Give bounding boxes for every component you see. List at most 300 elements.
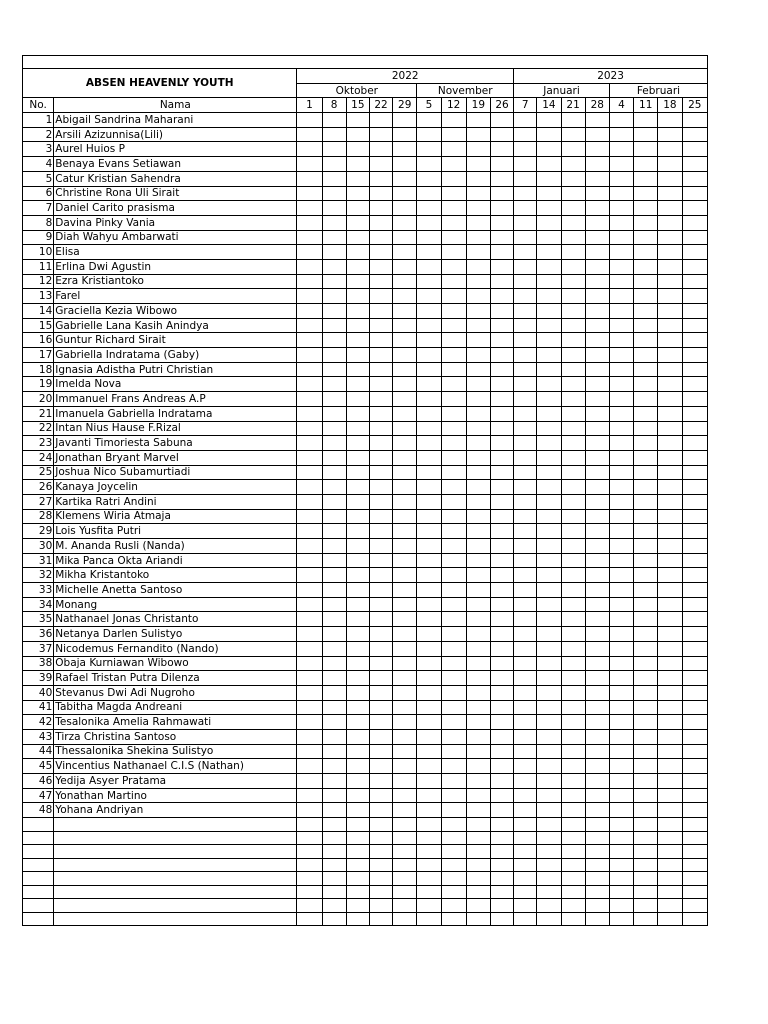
attendance-cell[interactable]: [466, 113, 490, 128]
attendance-cell[interactable]: [393, 524, 417, 539]
attendance-cell[interactable]: [466, 465, 490, 480]
attendance-cell[interactable]: [658, 406, 682, 421]
attendance-cell[interactable]: [585, 230, 609, 245]
empty-cell[interactable]: [585, 858, 609, 872]
attendance-cell[interactable]: [393, 627, 417, 642]
attendance-cell[interactable]: [514, 759, 537, 774]
attendance-cell[interactable]: [297, 641, 322, 656]
empty-cell[interactable]: [561, 845, 585, 859]
attendance-cell[interactable]: [322, 289, 346, 304]
attendance-cell[interactable]: [297, 700, 322, 715]
attendance-cell[interactable]: [585, 568, 609, 583]
attendance-cell[interactable]: [322, 392, 346, 407]
attendance-cell[interactable]: [322, 333, 346, 348]
attendance-cell[interactable]: [561, 715, 585, 730]
attendance-cell[interactable]: [537, 127, 561, 142]
empty-cell[interactable]: [393, 845, 417, 859]
attendance-cell[interactable]: [514, 627, 537, 642]
attendance-cell[interactable]: [585, 318, 609, 333]
attendance-cell[interactable]: [634, 627, 658, 642]
attendance-cell[interactable]: [682, 127, 707, 142]
attendance-cell[interactable]: [682, 641, 707, 656]
attendance-cell[interactable]: [393, 450, 417, 465]
attendance-cell[interactable]: [322, 304, 346, 319]
empty-cell[interactable]: [682, 858, 707, 872]
empty-cell[interactable]: [658, 912, 682, 926]
attendance-cell[interactable]: [441, 304, 466, 319]
attendance-cell[interactable]: [514, 494, 537, 509]
attendance-cell[interactable]: [441, 333, 466, 348]
attendance-cell[interactable]: [585, 612, 609, 627]
empty-cell[interactable]: [466, 831, 490, 845]
attendance-cell[interactable]: [466, 259, 490, 274]
empty-cell[interactable]: [634, 872, 658, 886]
attendance-cell[interactable]: [609, 201, 633, 216]
attendance-cell[interactable]: [346, 729, 369, 744]
attendance-cell[interactable]: [561, 539, 585, 554]
attendance-cell[interactable]: [658, 539, 682, 554]
attendance-cell[interactable]: [466, 553, 490, 568]
attendance-cell[interactable]: [346, 421, 369, 436]
empty-cell[interactable]: [609, 899, 633, 913]
attendance-cell[interactable]: [514, 729, 537, 744]
attendance-cell[interactable]: [369, 715, 392, 730]
attendance-cell[interactable]: [609, 700, 633, 715]
attendance-cell[interactable]: [514, 450, 537, 465]
attendance-cell[interactable]: [490, 465, 513, 480]
attendance-cell[interactable]: [393, 348, 417, 363]
attendance-cell[interactable]: [322, 127, 346, 142]
attendance-cell[interactable]: [441, 230, 466, 245]
empty-cell[interactable]: [297, 858, 322, 872]
attendance-cell[interactable]: [490, 421, 513, 436]
attendance-cell[interactable]: [466, 230, 490, 245]
attendance-cell[interactable]: [634, 127, 658, 142]
attendance-cell[interactable]: [490, 377, 513, 392]
attendance-cell[interactable]: [561, 641, 585, 656]
empty-cell[interactable]: [514, 912, 537, 926]
empty-cell[interactable]: [346, 858, 369, 872]
attendance-cell[interactable]: [514, 230, 537, 245]
attendance-cell[interactable]: [441, 641, 466, 656]
attendance-cell[interactable]: [369, 142, 392, 157]
attendance-cell[interactable]: [417, 671, 441, 686]
attendance-cell[interactable]: [297, 348, 322, 363]
attendance-cell[interactable]: [585, 406, 609, 421]
empty-cell[interactable]: [609, 885, 633, 899]
empty-cell[interactable]: [417, 818, 441, 832]
empty-cell[interactable]: [441, 845, 466, 859]
attendance-cell[interactable]: [441, 759, 466, 774]
empty-cell[interactable]: [466, 899, 490, 913]
attendance-cell[interactable]: [514, 568, 537, 583]
attendance-cell[interactable]: [682, 803, 707, 818]
empty-cell[interactable]: [658, 845, 682, 859]
attendance-cell[interactable]: [441, 465, 466, 480]
attendance-cell[interactable]: [393, 539, 417, 554]
attendance-cell[interactable]: [346, 627, 369, 642]
attendance-cell[interactable]: [441, 392, 466, 407]
attendance-cell[interactable]: [393, 494, 417, 509]
empty-cell[interactable]: [393, 818, 417, 832]
attendance-cell[interactable]: [393, 201, 417, 216]
attendance-cell[interactable]: [369, 597, 392, 612]
attendance-cell[interactable]: [537, 685, 561, 700]
attendance-cell[interactable]: [561, 127, 585, 142]
attendance-cell[interactable]: [490, 171, 513, 186]
attendance-cell[interactable]: [634, 259, 658, 274]
empty-cell[interactable]: [537, 872, 561, 886]
attendance-cell[interactable]: [514, 392, 537, 407]
attendance-cell[interactable]: [322, 362, 346, 377]
attendance-cell[interactable]: [417, 274, 441, 289]
attendance-cell[interactable]: [466, 568, 490, 583]
attendance-cell[interactable]: [658, 788, 682, 803]
empty-cell[interactable]: [609, 818, 633, 832]
attendance-cell[interactable]: [585, 715, 609, 730]
empty-cell[interactable]: [466, 818, 490, 832]
attendance-cell[interactable]: [537, 583, 561, 598]
attendance-cell[interactable]: [585, 113, 609, 128]
attendance-cell[interactable]: [297, 759, 322, 774]
attendance-cell[interactable]: [682, 215, 707, 230]
attendance-cell[interactable]: [561, 583, 585, 598]
attendance-cell[interactable]: [441, 774, 466, 789]
attendance-cell[interactable]: [441, 480, 466, 495]
attendance-cell[interactable]: [417, 744, 441, 759]
attendance-cell[interactable]: [393, 333, 417, 348]
attendance-cell[interactable]: [297, 509, 322, 524]
attendance-cell[interactable]: [490, 480, 513, 495]
attendance-cell[interactable]: [658, 774, 682, 789]
attendance-cell[interactable]: [417, 627, 441, 642]
attendance-cell[interactable]: [466, 421, 490, 436]
attendance-cell[interactable]: [346, 759, 369, 774]
attendance-cell[interactable]: [346, 803, 369, 818]
empty-cell[interactable]: [634, 885, 658, 899]
attendance-cell[interactable]: [682, 406, 707, 421]
attendance-cell[interactable]: [634, 333, 658, 348]
attendance-cell[interactable]: [466, 171, 490, 186]
attendance-cell[interactable]: [682, 612, 707, 627]
attendance-cell[interactable]: [297, 274, 322, 289]
attendance-cell[interactable]: [441, 583, 466, 598]
attendance-cell[interactable]: [417, 318, 441, 333]
attendance-cell[interactable]: [658, 230, 682, 245]
attendance-cell[interactable]: [537, 421, 561, 436]
attendance-cell[interactable]: [634, 318, 658, 333]
attendance-cell[interactable]: [322, 759, 346, 774]
empty-cell[interactable]: [537, 818, 561, 832]
attendance-cell[interactable]: [490, 392, 513, 407]
attendance-cell[interactable]: [393, 480, 417, 495]
attendance-cell[interactable]: [634, 744, 658, 759]
attendance-cell[interactable]: [537, 230, 561, 245]
attendance-cell[interactable]: [537, 348, 561, 363]
attendance-cell[interactable]: [634, 171, 658, 186]
attendance-cell[interactable]: [369, 685, 392, 700]
attendance-cell[interactable]: [466, 524, 490, 539]
attendance-cell[interactable]: [682, 230, 707, 245]
attendance-cell[interactable]: [393, 392, 417, 407]
attendance-cell[interactable]: [369, 127, 392, 142]
attendance-cell[interactable]: [441, 509, 466, 524]
attendance-cell[interactable]: [369, 494, 392, 509]
attendance-cell[interactable]: [585, 480, 609, 495]
attendance-cell[interactable]: [682, 788, 707, 803]
attendance-cell[interactable]: [682, 436, 707, 451]
attendance-cell[interactable]: [537, 539, 561, 554]
empty-cell[interactable]: [514, 872, 537, 886]
attendance-cell[interactable]: [585, 539, 609, 554]
attendance-cell[interactable]: [393, 583, 417, 598]
attendance-cell[interactable]: [346, 480, 369, 495]
attendance-cell[interactable]: [369, 113, 392, 128]
attendance-cell[interactable]: [417, 597, 441, 612]
attendance-cell[interactable]: [634, 157, 658, 172]
attendance-cell[interactable]: [609, 245, 633, 260]
attendance-cell[interactable]: [609, 627, 633, 642]
attendance-cell[interactable]: [585, 774, 609, 789]
attendance-cell[interactable]: [297, 201, 322, 216]
attendance-cell[interactable]: [634, 377, 658, 392]
empty-cell[interactable]: [682, 885, 707, 899]
attendance-cell[interactable]: [561, 656, 585, 671]
empty-cell[interactable]: [322, 845, 346, 859]
attendance-cell[interactable]: [585, 392, 609, 407]
attendance-cell[interactable]: [490, 113, 513, 128]
attendance-cell[interactable]: [297, 142, 322, 157]
attendance-cell[interactable]: [441, 406, 466, 421]
attendance-cell[interactable]: [417, 421, 441, 436]
attendance-cell[interactable]: [297, 157, 322, 172]
attendance-cell[interactable]: [322, 142, 346, 157]
attendance-cell[interactable]: [585, 685, 609, 700]
attendance-cell[interactable]: [441, 245, 466, 260]
empty-cell[interactable]: [634, 858, 658, 872]
attendance-cell[interactable]: [634, 700, 658, 715]
attendance-cell[interactable]: [417, 113, 441, 128]
attendance-cell[interactable]: [609, 127, 633, 142]
attendance-cell[interactable]: [441, 171, 466, 186]
attendance-cell[interactable]: [561, 230, 585, 245]
attendance-cell[interactable]: [658, 568, 682, 583]
attendance-cell[interactable]: [490, 436, 513, 451]
attendance-cell[interactable]: [658, 392, 682, 407]
attendance-cell[interactable]: [490, 186, 513, 201]
empty-cell[interactable]: [514, 818, 537, 832]
empty-cell[interactable]: [322, 831, 346, 845]
attendance-cell[interactable]: [490, 304, 513, 319]
empty-cell[interactable]: [658, 831, 682, 845]
attendance-cell[interactable]: [609, 671, 633, 686]
attendance-cell[interactable]: [537, 362, 561, 377]
attendance-cell[interactable]: [417, 289, 441, 304]
attendance-cell[interactable]: [609, 553, 633, 568]
attendance-cell[interactable]: [346, 494, 369, 509]
attendance-cell[interactable]: [682, 568, 707, 583]
attendance-cell[interactable]: [658, 362, 682, 377]
attendance-cell[interactable]: [682, 597, 707, 612]
attendance-cell[interactable]: [322, 671, 346, 686]
empty-cell[interactable]: [297, 912, 322, 926]
attendance-cell[interactable]: [537, 318, 561, 333]
attendance-cell[interactable]: [514, 583, 537, 598]
attendance-cell[interactable]: [369, 157, 392, 172]
attendance-cell[interactable]: [658, 641, 682, 656]
attendance-cell[interactable]: [466, 494, 490, 509]
attendance-cell[interactable]: [634, 803, 658, 818]
attendance-cell[interactable]: [682, 377, 707, 392]
attendance-cell[interactable]: [346, 583, 369, 598]
attendance-cell[interactable]: [393, 685, 417, 700]
attendance-cell[interactable]: [537, 450, 561, 465]
attendance-cell[interactable]: [609, 318, 633, 333]
attendance-cell[interactable]: [682, 700, 707, 715]
attendance-cell[interactable]: [322, 803, 346, 818]
attendance-cell[interactable]: [393, 729, 417, 744]
attendance-cell[interactable]: [561, 333, 585, 348]
attendance-cell[interactable]: [441, 685, 466, 700]
attendance-cell[interactable]: [658, 171, 682, 186]
attendance-cell[interactable]: [297, 318, 322, 333]
attendance-cell[interactable]: [609, 377, 633, 392]
attendance-cell[interactable]: [537, 113, 561, 128]
attendance-cell[interactable]: [634, 421, 658, 436]
attendance-cell[interactable]: [585, 259, 609, 274]
attendance-cell[interactable]: [514, 127, 537, 142]
empty-cell[interactable]: [537, 912, 561, 926]
attendance-cell[interactable]: [561, 215, 585, 230]
empty-cell[interactable]: [561, 858, 585, 872]
attendance-cell[interactable]: [658, 215, 682, 230]
attendance-cell[interactable]: [537, 259, 561, 274]
attendance-cell[interactable]: [537, 274, 561, 289]
attendance-cell[interactable]: [658, 127, 682, 142]
attendance-cell[interactable]: [346, 568, 369, 583]
empty-cell[interactable]: [23, 872, 54, 886]
attendance-cell[interactable]: [682, 333, 707, 348]
attendance-cell[interactable]: [393, 436, 417, 451]
attendance-cell[interactable]: [490, 127, 513, 142]
attendance-cell[interactable]: [417, 127, 441, 142]
attendance-cell[interactable]: [322, 656, 346, 671]
attendance-cell[interactable]: [297, 215, 322, 230]
attendance-cell[interactable]: [490, 627, 513, 642]
attendance-cell[interactable]: [537, 671, 561, 686]
attendance-cell[interactable]: [417, 729, 441, 744]
attendance-cell[interactable]: [609, 436, 633, 451]
attendance-cell[interactable]: [466, 436, 490, 451]
empty-cell[interactable]: [514, 845, 537, 859]
empty-cell[interactable]: [417, 899, 441, 913]
attendance-cell[interactable]: [393, 274, 417, 289]
attendance-cell[interactable]: [441, 142, 466, 157]
attendance-cell[interactable]: [634, 465, 658, 480]
attendance-cell[interactable]: [634, 524, 658, 539]
attendance-cell[interactable]: [369, 259, 392, 274]
empty-cell[interactable]: [417, 831, 441, 845]
empty-cell[interactable]: [393, 831, 417, 845]
empty-cell[interactable]: [369, 818, 392, 832]
attendance-cell[interactable]: [346, 700, 369, 715]
attendance-cell[interactable]: [393, 171, 417, 186]
attendance-cell[interactable]: [682, 289, 707, 304]
attendance-cell[interactable]: [609, 803, 633, 818]
attendance-cell[interactable]: [346, 436, 369, 451]
attendance-cell[interactable]: [561, 759, 585, 774]
attendance-cell[interactable]: [682, 113, 707, 128]
attendance-cell[interactable]: [441, 348, 466, 363]
attendance-cell[interactable]: [658, 627, 682, 642]
attendance-cell[interactable]: [585, 509, 609, 524]
attendance-cell[interactable]: [490, 333, 513, 348]
attendance-cell[interactable]: [490, 215, 513, 230]
attendance-cell[interactable]: [346, 612, 369, 627]
attendance-cell[interactable]: [346, 641, 369, 656]
attendance-cell[interactable]: [322, 348, 346, 363]
attendance-cell[interactable]: [346, 553, 369, 568]
attendance-cell[interactable]: [658, 142, 682, 157]
attendance-cell[interactable]: [322, 700, 346, 715]
attendance-cell[interactable]: [441, 436, 466, 451]
attendance-cell[interactable]: [634, 685, 658, 700]
attendance-cell[interactable]: [682, 774, 707, 789]
attendance-cell[interactable]: [682, 304, 707, 319]
attendance-cell[interactable]: [514, 788, 537, 803]
attendance-cell[interactable]: [537, 553, 561, 568]
attendance-cell[interactable]: [490, 539, 513, 554]
attendance-cell[interactable]: [561, 597, 585, 612]
attendance-cell[interactable]: [585, 656, 609, 671]
empty-cell[interactable]: [658, 885, 682, 899]
attendance-cell[interactable]: [561, 362, 585, 377]
attendance-cell[interactable]: [609, 788, 633, 803]
attendance-cell[interactable]: [561, 245, 585, 260]
attendance-cell[interactable]: [441, 377, 466, 392]
attendance-cell[interactable]: [634, 362, 658, 377]
empty-cell[interactable]: [393, 899, 417, 913]
attendance-cell[interactable]: [346, 304, 369, 319]
attendance-cell[interactable]: [609, 348, 633, 363]
attendance-cell[interactable]: [561, 171, 585, 186]
attendance-cell[interactable]: [585, 186, 609, 201]
attendance-cell[interactable]: [466, 333, 490, 348]
empty-cell[interactable]: [346, 831, 369, 845]
attendance-cell[interactable]: [346, 465, 369, 480]
attendance-cell[interactable]: [634, 568, 658, 583]
attendance-cell[interactable]: [609, 362, 633, 377]
attendance-cell[interactable]: [585, 465, 609, 480]
attendance-cell[interactable]: [490, 583, 513, 598]
attendance-cell[interactable]: [441, 729, 466, 744]
attendance-cell[interactable]: [609, 259, 633, 274]
attendance-cell[interactable]: [346, 597, 369, 612]
attendance-cell[interactable]: [393, 612, 417, 627]
attendance-cell[interactable]: [514, 318, 537, 333]
attendance-cell[interactable]: [634, 245, 658, 260]
attendance-cell[interactable]: [514, 774, 537, 789]
attendance-cell[interactable]: [417, 524, 441, 539]
attendance-cell[interactable]: [561, 450, 585, 465]
empty-cell[interactable]: [297, 899, 322, 913]
attendance-cell[interactable]: [609, 524, 633, 539]
attendance-cell[interactable]: [658, 509, 682, 524]
empty-cell[interactable]: [609, 872, 633, 886]
attendance-cell[interactable]: [537, 641, 561, 656]
attendance-cell[interactable]: [393, 465, 417, 480]
attendance-cell[interactable]: [561, 406, 585, 421]
